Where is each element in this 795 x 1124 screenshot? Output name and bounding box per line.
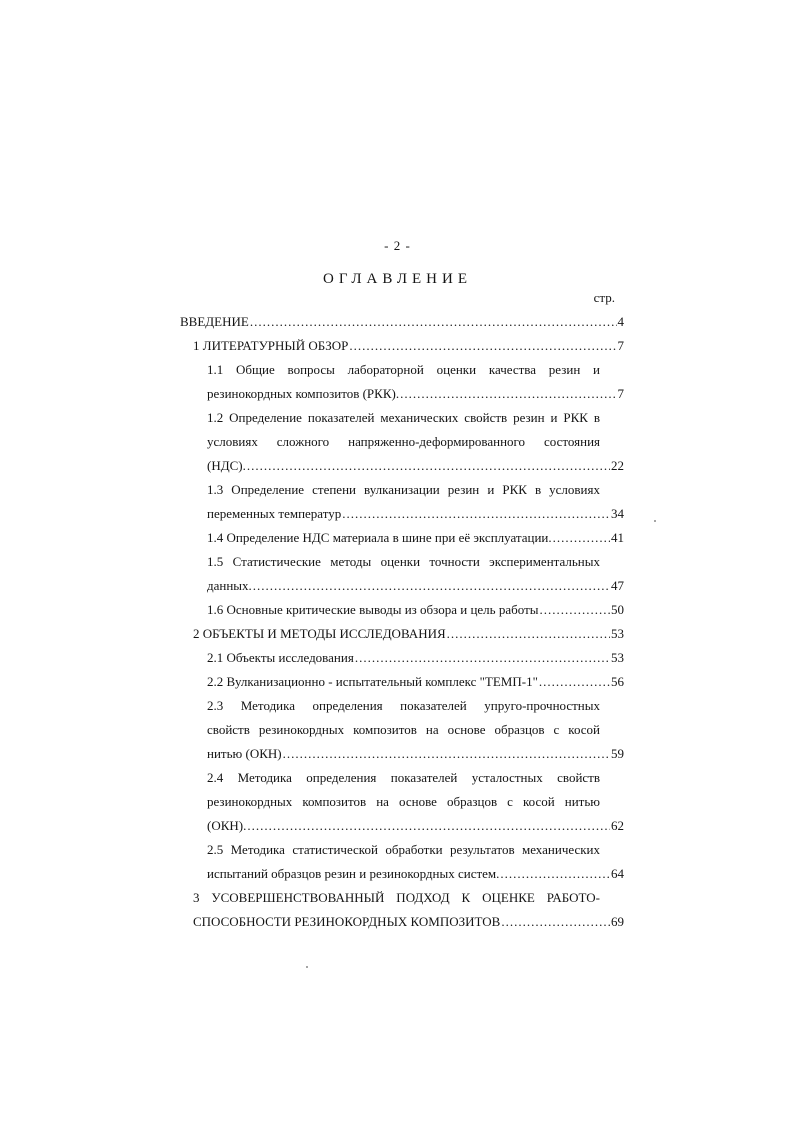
toc-leader-line	[207, 598, 624, 622]
dot-leader	[283, 742, 610, 766]
toc-page-number: 56	[611, 674, 624, 689]
toc-entry-line: 3 УСОВЕРШЕНСТВОВАННЫЙ ПОДХОД К ОЦЕНКЕ РАБОТО-	[193, 890, 600, 905]
toc-leader-line	[193, 910, 624, 934]
toc-entry-text: ВВЕДЕНИЕ	[180, 314, 249, 329]
toc-leader-line	[207, 646, 624, 670]
toc-entry-line: условиях сложного напряженно-деформированного состояния	[207, 434, 600, 449]
toc-entry-text: испытаний образцов резин и резинокордных систем.	[207, 866, 500, 881]
toc-leader-line	[193, 334, 624, 358]
toc-entry-1-2[interactable]	[207, 406, 624, 478]
toc-page-number: 64	[611, 866, 624, 881]
scan-speck	[654, 520, 656, 522]
toc-entry-text: 2.1 Объекты исследования	[207, 650, 354, 665]
toc-entry-1-1[interactable]	[207, 358, 624, 406]
dot-leader	[355, 646, 610, 670]
toc-page-number: 22	[611, 458, 624, 473]
toc-page-number: 7	[617, 338, 624, 353]
toc-page-number: 7	[617, 386, 624, 401]
toc-leader-line	[207, 742, 624, 766]
dot-leader	[247, 454, 610, 478]
toc-leader-line	[193, 622, 624, 646]
toc-entry-text: 2 ОБЪЕКТЫ И МЕТОДЫ ИССЛЕДОВАНИЯ	[193, 626, 446, 641]
scan-speck	[306, 966, 308, 968]
dot-leader	[349, 334, 616, 358]
toc-entry-text: СПОСОБНОСТИ РЕЗИНОКОРДНЫХ КОМПОЗИТОВ	[193, 914, 501, 929]
dot-leader	[500, 862, 610, 886]
page-number: - 2 -	[384, 238, 411, 253]
toc-entry-line: 1.3 Определение степени вулканизации резин и РКК в условиях	[207, 482, 600, 497]
toc-entry-line: 2.5 Методика статистической обработки результатов механических	[207, 842, 600, 857]
toc-page-number: 34	[611, 506, 624, 521]
toc-entry-text: резинокордных композитов (РКК).	[207, 386, 400, 401]
dot-leader	[539, 598, 610, 622]
toc-page-number: 69	[611, 914, 624, 929]
toc-entry-line: свойств резинокордных композитов на основе образцов с косой	[207, 722, 600, 737]
toc-entry-text: 1 ЛИТЕРАТУРНЫЙ ОБЗОР	[193, 338, 349, 353]
toc-leader-line	[207, 574, 624, 598]
toc-entry-2-3[interactable]	[207, 694, 624, 766]
toc-leader-line	[180, 310, 624, 334]
dot-leader	[342, 502, 610, 526]
toc-entry-text: переменных температур	[207, 506, 342, 521]
toc-entry-text: 1.4 Определение НДС материала в шине при её эксплуатации.	[207, 530, 552, 545]
toc-page-number: 41	[611, 530, 624, 545]
toc-page-number: 47	[611, 578, 624, 593]
toc-entry-line: 1.1 Общие вопросы лабораторной оценки качества резин и	[207, 362, 600, 377]
dot-leader	[247, 814, 610, 838]
toc-entry-chapter-3[interactable]	[193, 886, 624, 934]
toc-entry-2-5[interactable]	[207, 838, 624, 886]
toc-leader-line	[207, 382, 624, 406]
toc-entry-1-6[interactable]	[207, 598, 624, 622]
dot-leader	[250, 310, 617, 334]
toc-entry-text: 2.2 Вулканизационно - испытательный комплекс "ТЕМП-1"	[207, 674, 538, 689]
dot-leader	[447, 622, 610, 646]
toc-entry-1-5[interactable]	[207, 550, 624, 598]
toc-entry-line: 1.5 Статистические методы оценки точности экспериментальных	[207, 554, 600, 569]
toc-entry-line: 1.2 Определение показателей механических свойств резин и РКК в	[207, 410, 600, 425]
toc-entry-chapter-2[interactable]	[193, 622, 624, 646]
toc-entry-text: 1.6 Основные критические выводы из обзора и цель работы	[207, 602, 539, 617]
toc-leader-line	[207, 526, 624, 550]
toc-leader-line	[207, 670, 624, 694]
toc-entry-text: данных.	[207, 578, 252, 593]
toc-entry-chapter-1[interactable]	[193, 334, 624, 358]
toc-entry-text: (НДС).	[207, 458, 246, 473]
toc-leader-line	[207, 862, 624, 886]
toc-page-number: 62	[611, 818, 624, 833]
toc-entry-1-4[interactable]	[207, 526, 624, 550]
page-column-label: стр.	[593, 290, 615, 305]
page-title: ОГЛАВЛЕНИЕ	[323, 271, 472, 287]
dot-leader	[400, 382, 616, 406]
toc-entry-text: (ОКН).	[207, 818, 247, 833]
toc-entry-1-3[interactable]	[207, 478, 624, 526]
toc-entry-introduction[interactable]	[180, 310, 624, 334]
toc-page-number: 53	[611, 626, 624, 641]
dot-leader	[253, 574, 610, 598]
toc-leader-line	[207, 502, 624, 526]
toc-leader-line	[207, 814, 624, 838]
toc-entry-2-2[interactable]	[207, 670, 624, 694]
toc-entry-line: 2.3 Методика определения показателей упруго-прочностных	[207, 698, 600, 713]
toc-page-number: 50	[611, 602, 624, 617]
dot-leader	[539, 670, 610, 694]
toc-entry-line: 2.4 Методика определения показателей усталостных свойств	[207, 770, 600, 785]
toc-entry-2-4[interactable]	[207, 766, 624, 838]
toc-entry-text: нитью (ОКН)	[207, 746, 282, 761]
dot-leader	[501, 910, 610, 934]
toc-page-number: 4	[617, 314, 624, 329]
toc-entry-2-1[interactable]	[207, 646, 624, 670]
toc-leader-line	[207, 454, 624, 478]
dot-leader	[553, 526, 610, 550]
toc-page-number: 59	[611, 746, 624, 761]
toc-entry-line: резинокордных композитов на основе образцов с косой нитью	[207, 794, 600, 809]
toc-page-number: 53	[611, 650, 624, 665]
